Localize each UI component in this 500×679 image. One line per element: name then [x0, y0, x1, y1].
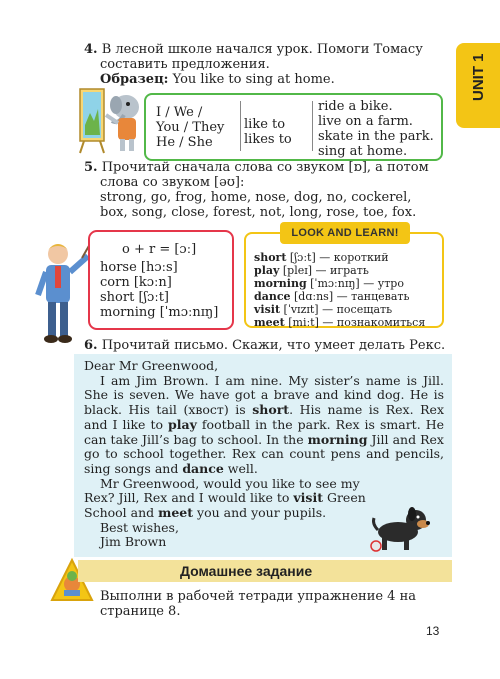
vocab-entry-4: [254, 290, 410, 303]
vocab-word: play: [254, 264, 280, 277]
homework-title: Домашнее задание: [180, 563, 313, 579]
column-divider: [240, 101, 241, 151]
look-and-learn-box: [244, 232, 444, 328]
letter-text-run: I am Jim Brown. I am nine. My sister’s name is Jill. She is seven. We have got a brave and kind dog. He is black. His tail (хвост) is: [84, 372, 444, 418]
activity-row-4: sing at home.: [318, 144, 408, 159]
exercise-6-instruction: Прочитай письмо. Скажи, что умеет делать Рекс.: [101, 338, 446, 353]
vocab-highlight: visit: [293, 490, 323, 506]
verb-column: [244, 117, 292, 147]
teacher-illustration: [30, 240, 90, 345]
letter-text-run: well.: [223, 460, 258, 476]
vocab-highlight: play: [168, 416, 197, 432]
letter-text-run: Jill and Rex go to school together. Rex can count pens and pencils, sing songs and: [84, 431, 444, 476]
vocab-word: short: [254, 251, 287, 264]
activity-row-1: ride a bike.: [318, 99, 393, 114]
vocab-translation: [pleɪ] — играть: [279, 264, 369, 277]
rule-box: [88, 230, 234, 330]
letter-paragraph-1: [84, 374, 444, 477]
vocab-word: dance: [254, 290, 291, 303]
page-number: 13: [426, 624, 440, 638]
vocab-entry-6: [254, 316, 425, 329]
letter-greeting: Dear Mr Greenwood,: [84, 358, 219, 373]
vocab-highlight: morning: [307, 431, 368, 447]
vocab-entry-5: [254, 303, 392, 316]
vocab-entry-3: [254, 277, 404, 290]
exercise-5-number: 5.: [84, 160, 98, 175]
rule-formula: o + r = [ɔː]: [122, 242, 197, 257]
letter-text-run: . His name is Rex. Rex and I like to: [84, 402, 444, 432]
exercise-4: [84, 42, 444, 87]
elephant-painter-illustration: [78, 85, 148, 155]
vocab-entry-1: [254, 251, 389, 264]
vocab-highlight: dance: [182, 460, 224, 476]
example-text: You like to sing at home.: [172, 72, 335, 87]
sentence-builder-box: [144, 93, 443, 161]
letter-text-run: football in the park. Rex is smart. He can take Jill’s bag to school. In the: [84, 416, 444, 447]
subject-row-2: You / They: [156, 120, 225, 135]
exercise-4-number: 4.: [84, 42, 98, 57]
subject-row-3: He / She: [156, 135, 213, 150]
vocab-word: meet: [254, 316, 285, 329]
subject-column: [156, 105, 236, 150]
vocab-translation: [ˈvɪzɪt] — посещать: [280, 303, 393, 316]
letter-text-run: you and your pupils.: [193, 505, 327, 521]
exercise-5-line-4: box, song, close, forest, not, long, rose, toe, fox.: [100, 205, 417, 220]
vocab-entry-2: [254, 264, 369, 277]
vocab-translation: [miːt] — познакомиться: [284, 316, 426, 329]
unit-tab-label: UNIT 1: [470, 53, 487, 101]
letter-closing: Best wishes,: [100, 519, 179, 535]
subject-row-1: I / We /: [156, 105, 203, 120]
homework-header: [78, 560, 452, 582]
example-label: Образец:: [100, 72, 169, 87]
letter-text-run: Mr Greenwood, would you like to see my Rex? Jill, Rex and I would like to: [84, 475, 360, 506]
verb-row-2: likes to: [244, 132, 292, 147]
exercise-5-line-1: Прочитай сначала слова со звуком [ɒ], а потом: [101, 160, 429, 175]
activity-row-2: live on a farm.: [318, 114, 413, 129]
vocab-translation: [dɑːns] — танцевать: [290, 290, 410, 303]
exercise-5-line-2: слова со звуком [əʊ]:: [100, 175, 245, 190]
homework-text: Выполни в рабочей тетради упражнение 4 на странице 8.: [100, 589, 416, 619]
rule-word-1: horse [hɔːs]: [100, 260, 178, 275]
letter-signature: Jim Brown: [100, 534, 167, 550]
letter-text-run: Green School and: [84, 490, 366, 521]
exercise-5: [84, 160, 454, 220]
exercise-6-number: 6.: [84, 338, 98, 353]
exercise-4-instruction-1: В лесной школе начался урок. Помоги Томасу: [101, 42, 423, 57]
unit-tab: [456, 43, 500, 128]
vocab-highlight: short: [252, 402, 290, 418]
vocab-translation: [ʃɔːt] — короткий: [286, 251, 389, 264]
vocab-translation: [ˈmɔːnɪŋ] — утро: [306, 277, 404, 290]
exercise-6: [84, 338, 454, 353]
rule-word-4: morning [ˈmɔːnɪŋ]: [100, 305, 219, 320]
verb-row-1: like to: [244, 117, 286, 132]
vocab-highlight: meet: [158, 505, 194, 521]
activity-column: [318, 99, 434, 159]
rule-word-3: short [ʃɔːt]: [100, 290, 169, 305]
letter-paragraph-2: [84, 477, 379, 521]
dog-illustration: [368, 500, 432, 552]
exercise-4-instruction-2: составить предложения.: [100, 57, 270, 72]
vocab-word: visit: [254, 303, 281, 316]
activity-row-3: skate in the park.: [318, 129, 434, 144]
exercise-5-line-3: strong, go, frog, home, nose, dog, no, cockerel,: [100, 190, 412, 205]
vocab-word: morning: [254, 277, 307, 290]
look-and-learn-title: LOOK AND LEARN!: [280, 222, 410, 244]
column-divider: [312, 101, 313, 151]
rule-word-2: corn [kɔːn]: [100, 275, 172, 290]
